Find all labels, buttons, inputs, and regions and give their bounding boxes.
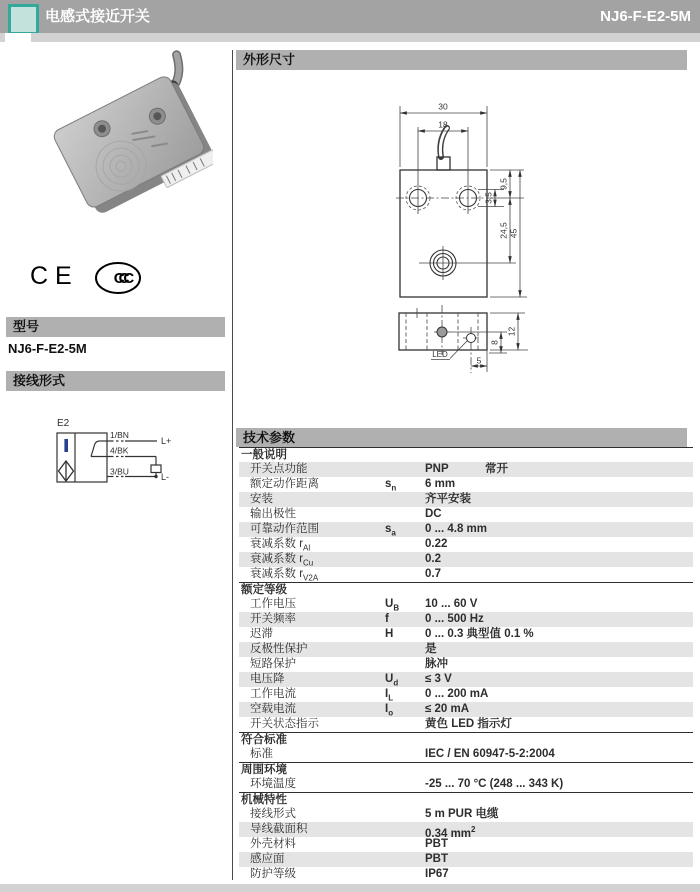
wire1-label: 1/BN — [110, 430, 129, 440]
spec-row: 额定动作距离 $s_n$ 6 mm — [250, 478, 456, 493]
spec-row: 安装 齐平安装 — [239, 492, 693, 507]
footer-strip — [0, 884, 700, 892]
supply-minus-label: L- — [161, 472, 170, 482]
spec-row: 开关点功能 PNP 常开 — [239, 462, 693, 477]
header-substrip — [0, 33, 700, 42]
spec-subsection-row: 额定等级 — [239, 582, 693, 597]
wiring-variant-label: E2 — [57, 418, 70, 429]
spec-row: 工作电流 $I_L$ 0 ... 200 mA — [250, 688, 489, 703]
series-icon — [8, 4, 39, 35]
sensor-symbol-bar — [64, 439, 68, 452]
spec-subsection-row: 符合标准 — [239, 732, 693, 747]
spec-row: 衰减系数 $r_{Al}$ 0.22 — [250, 538, 448, 553]
spec-subsection-row: 周围环境 — [239, 762, 693, 777]
dim-hole-dia: 3,5 — [483, 192, 494, 204]
sensor-diamond-symbol — [59, 461, 74, 481]
supply-plus-label: L+ — [161, 436, 172, 446]
spec-row: 感应面 PBT — [239, 852, 693, 867]
model-number-header: NJ6-F-E2-5M — [600, 8, 691, 25]
ce-mark: CE — [30, 262, 79, 290]
tech-section-header: 技术参数 — [236, 428, 687, 447]
spec-row: 空载电流 $I_o$ ≤ 20 mA — [239, 702, 693, 717]
spec-row: 开关频率 f 0 ... 500 Hz — [239, 612, 693, 627]
led-label: LED — [432, 350, 448, 359]
spec-subsection-row: 机械特性 — [239, 792, 693, 807]
spec-row: 环境温度 -25 ... 70 °C (248 ... 343 K) — [250, 778, 564, 790]
dim-coil-offset: 24,5 — [498, 222, 509, 239]
wiring-section-header: 接线形式 — [6, 371, 225, 391]
wire2-label: 4/BK — [110, 445, 129, 456]
dimensions-section-header: 外形尺寸 — [236, 50, 687, 70]
model-section-header: 型号 — [6, 317, 225, 337]
dim-width-outer: 30 — [438, 101, 448, 112]
load-symbol — [151, 465, 161, 473]
svg-text:CCC: CCC — [113, 270, 129, 287]
title-bar — [0, 0, 700, 33]
dim-width-inner: 18 — [438, 119, 448, 130]
spec-row: 迟滞 H 0 ... 0.3 典型值 0.1 % — [250, 628, 534, 640]
spec-row: 标准 IEC / EN 60947-5-2:2004 — [250, 748, 555, 760]
dim-hole-offset: 9,5 — [498, 178, 509, 190]
model-number-value: NJ6-F-E2-5M — [8, 341, 87, 356]
spec-row: 输出极性 DC — [250, 508, 442, 520]
dim-led-depth: 8 — [489, 340, 500, 345]
spec-row: 工作电压 $U_B$ 10 ... 60 V — [250, 598, 478, 613]
wire3-label: 3/BU — [110, 466, 129, 477]
product-photo — [28, 50, 213, 235]
spec-row: 防护等级 IP67 — [250, 868, 449, 880]
spec-row: 导线截面积 0.34 $mm^2$ — [239, 822, 693, 837]
dimension-drawing — [236, 75, 696, 420]
dim-led-offset: 5 — [476, 355, 482, 366]
spec-table — [236, 447, 693, 882]
spec-row: 接线形式 5 m PUR 电缆 — [250, 808, 499, 820]
spec-row: 开关状态指示 黄色 LED 指示灯 — [250, 718, 512, 730]
page-title: 电感式接近开关 — [45, 8, 151, 25]
dim-side-height: 12 — [506, 326, 517, 337]
spec-row: 衰减系数 $r_{V2A}$ 0.7 — [250, 568, 441, 583]
spec-row: 外壳材料 PBT — [250, 838, 448, 850]
spec-row: 反极性保护 是 — [239, 642, 693, 657]
ccc-mark — [94, 261, 142, 295]
column-divider — [232, 50, 233, 880]
spec-row: 衰减系数 $r_{Cu}$ 0.2 — [239, 552, 693, 567]
led-indicator-circle — [467, 334, 476, 343]
wiring-diagram — [40, 413, 185, 491]
switch-contact-symbol — [91, 441, 99, 457]
spec-row: 短路保护 脉冲 — [250, 658, 448, 670]
spec-subsection-row: 一般说明 — [239, 447, 693, 462]
spec-row: 电压降 $U_d$ ≤ 3 V — [239, 672, 693, 687]
spec-row: 可靠动作范围 $s_a$ 0 ... 4.8 mm — [239, 522, 693, 537]
dim-height: 45 — [508, 228, 519, 239]
